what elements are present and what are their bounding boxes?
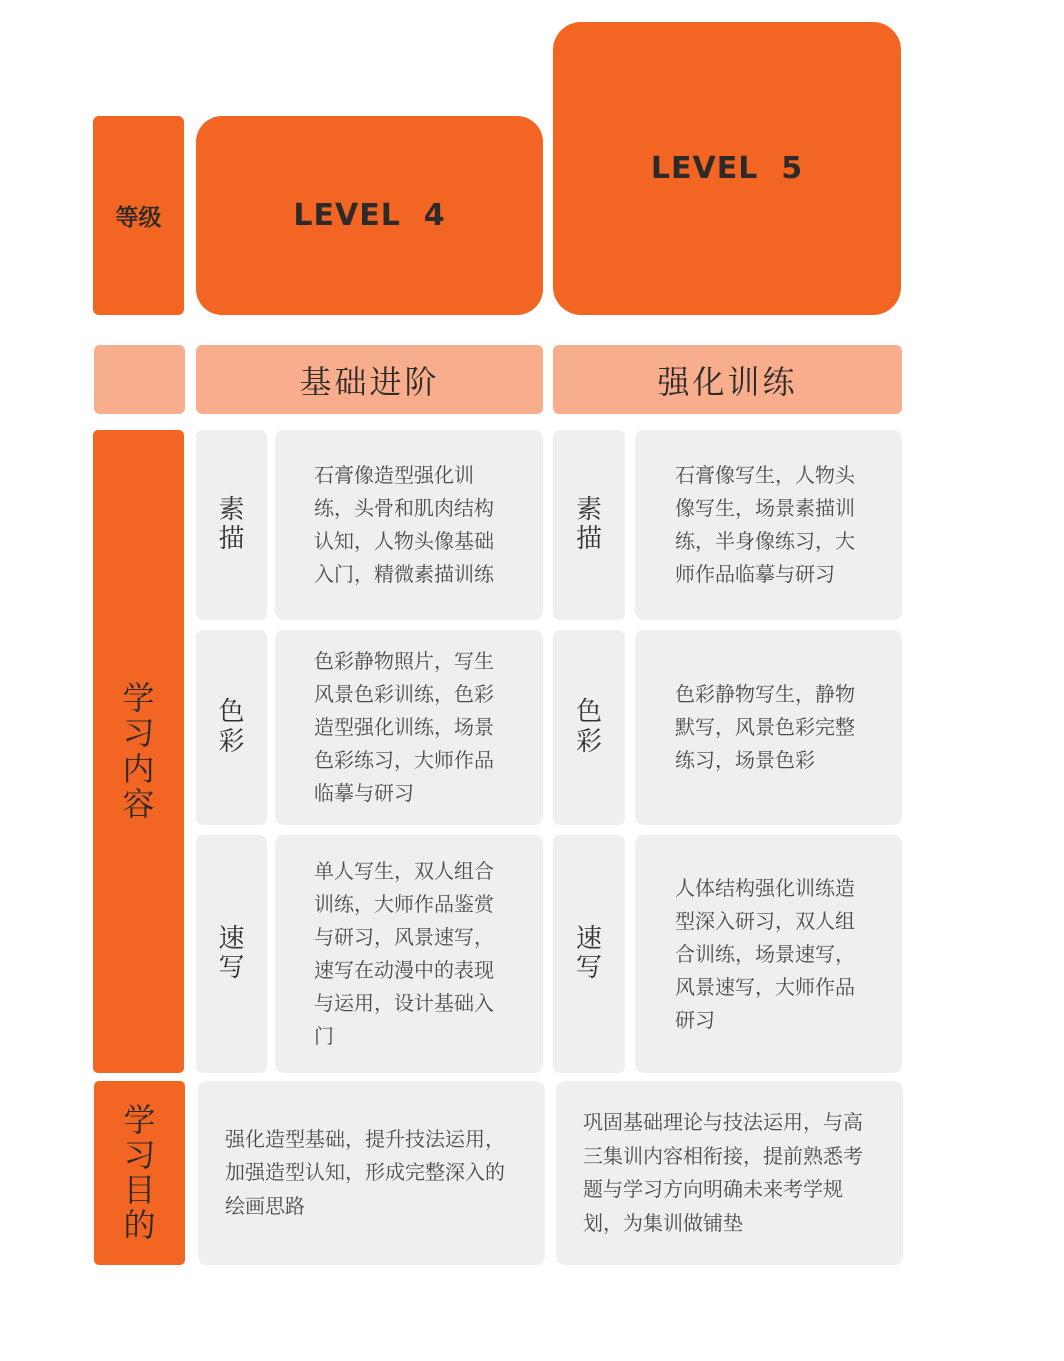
content-row-label-cell: [93, 430, 184, 1073]
level5-subject-quick-sketch-cell: [553, 835, 625, 1073]
goal-row-label-cell: [94, 1081, 185, 1265]
level4-goal-text: 强化造型基础，提升技法运用，加强造型认知，形成完整深入的绘画思路: [225, 1126, 505, 1218]
level5-subject-sketch: 素描: [575, 494, 602, 554]
level4-goal-cell: [198, 1081, 545, 1265]
level5-color-description-cell: [635, 630, 902, 825]
level5-goal-cell: [556, 1081, 903, 1265]
level-4-header: [196, 116, 543, 315]
stage-intensive-cell: [553, 345, 902, 414]
level5-sketch-description-cell: [635, 430, 902, 620]
level4-color-description: 色彩静物照片，写生风景色彩训练，色彩造型强化训练，场景色彩练习，大师作品临摹与研习: [314, 649, 494, 805]
level-label: 等级: [115, 205, 162, 231]
level5-color-description: 色彩静物写生，静物默写，风景色彩完整练习，场景色彩: [675, 682, 855, 772]
level5-subject-quick-sketch: 速写: [575, 923, 602, 983]
level4-subject-sketch: 素描: [218, 494, 245, 554]
level5-subject-color-cell: [553, 630, 625, 825]
level5-subject-sketch-cell: [553, 430, 625, 620]
level4-color-description-cell: [275, 630, 543, 825]
level5-quick-sketch-description: 人体结构强化训练造型深入研习，双人组合训练，场景速写，风景速写，大师作品研习: [675, 875, 855, 1032]
stage-basic-title: 基础进阶: [299, 362, 440, 401]
goal-row-label: 学习目的: [123, 1100, 156, 1245]
level-4-title: LEVEL 4: [293, 198, 446, 233]
stage-row-blank-cell: [94, 345, 185, 414]
level-label-cell: [93, 116, 184, 315]
level4-subject-quick-sketch: 速写: [218, 923, 245, 983]
level4-sketch-description-cell: [275, 430, 543, 620]
level5-goal-text: 巩固基础理论与技法运用，与高三集训内容相衔接，提前熟悉考题与学习方向明确未来考学规划，为集训做铺垫: [583, 1110, 863, 1235]
level4-quick-sketch-description-cell: [275, 835, 543, 1073]
level-5-header: [553, 22, 901, 315]
level4-subject-color-cell: [196, 630, 267, 825]
level4-subject-color: 色彩: [218, 697, 245, 757]
level4-subject-sketch-cell: [196, 430, 267, 620]
level4-sketch-description: 石膏像造型强化训练，头骨和肌肉结构认知，人物头像基础入门，精微素描训练: [314, 463, 494, 586]
stage-basic-cell: [196, 345, 543, 414]
level5-sketch-description: 石膏像写生，人物头像写生，场景素描训练，半身像练习，大师作品临摹与研习: [675, 463, 855, 586]
level4-subject-quick-sketch-cell: [196, 835, 267, 1073]
level4-quick-sketch-description: 单人写生，双人组合训练，大师作品鉴赏与研习，风景速写，速写在动漫中的表现与运用，设计基础入门: [314, 859, 494, 1048]
content-row-label: 学习内容: [122, 679, 155, 823]
level5-quick-sketch-description-cell: [635, 835, 902, 1073]
stage-intensive-title: 强化训练: [657, 362, 798, 401]
level5-subject-color: 色彩: [575, 697, 602, 757]
level-5-title: LEVEL 5: [650, 151, 804, 186]
